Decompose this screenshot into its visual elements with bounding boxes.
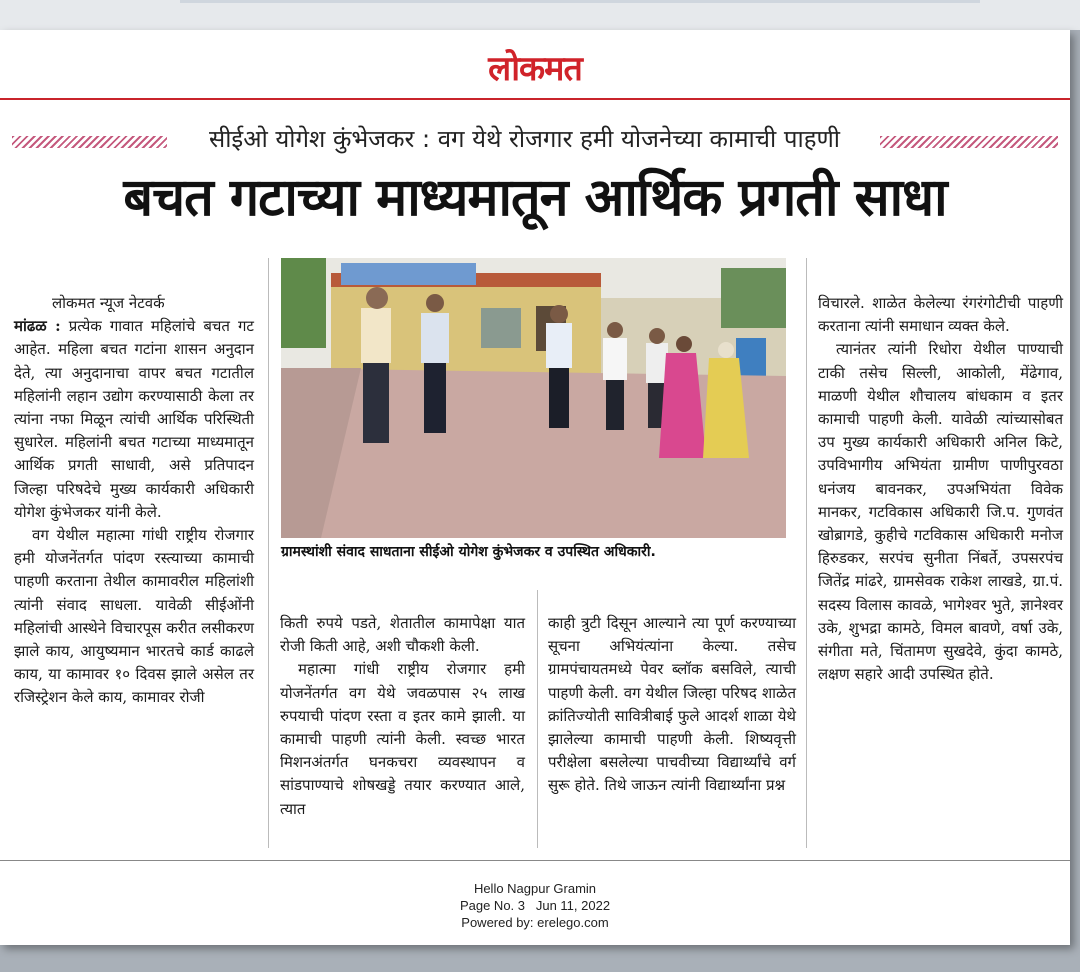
headline: बचत गटाच्या माध्यमातून आर्थिक प्रगती साधा <box>123 168 947 228</box>
footer-powered-by: Powered by: erelego.com <box>461 915 609 930</box>
footer-rule <box>0 860 1070 861</box>
article-paragraph: काही त्रुटी दिसून आल्याने त्या पूर्ण करण्याच्या सूचना अभियंत्यांना केल्या. तसेच ग्रामपंचायतमध्ये पेवर ब्लॉक बसविले, त्याची पाहणी केली. वग येथील जिल्हा परिषद शाळेत क्रांतिज्योती सावित्रीबाई फुले आदर्श शाळा येथे झालेल्या कामाची पाहणी केली. शिष्यवृत्ती परीक्षेला बसलेल्या पाचवीच्या विद्यार्थ्यांचे वर्ग सुरू होते. तिथे जाऊन त्यांनी विद्यार्थ्यांना प्रश्न <box>548 614 796 795</box>
masthead-logo: लोकमत <box>488 49 582 89</box>
footer-page-date: Page No. 3 Jun 11, 2022 <box>459 898 611 913</box>
article-column-1 <box>14 292 254 710</box>
article-paragraph: किती रुपये पडते, शेतातील कामापेक्षा यात रोजी किती आहे, अशी चौकशी केली. <box>280 614 525 656</box>
newspaper-page <box>0 30 1070 945</box>
article-column-4 <box>818 292 1063 686</box>
column-rule <box>268 258 269 848</box>
article-paragraph: वग येथील महात्मा गांधी राष्ट्रीय रोजगार हमी योजनेंतर्गत पांदण रस्त्याच्या कामाची पाहणी करताना तेथील कामावरील महिलांशी त्यांनी संवाद साधला. यावेळी सीईओंनी महिलांची आस्थेने विचारपूस करीत लसीकरण झाले काय, आयुष्यमान भारतचे कार्ड काढले काय, या कामावर १० दिवस झाले असेल तर रजिस्ट्रेशन केले काय, कामावर रोजी <box>14 526 254 707</box>
article-paragraph: महात्मा गांधी राष्ट्रीय रोजगार हमी योजनेंतर्गत वग येथे जवळपास २५ लाख रुपयाची पांदण रस्ता व इतर कामे झाली. या कामाची पाहणी त्यांनी केली. स्वच्छ भारत मिशनअंतर्गत घनकचरा व्यवस्थापन व सांडपाण्याचे शोषखड्डे तयार करण्यात आले, त्यात <box>280 660 525 818</box>
column-rule <box>537 590 538 848</box>
paragraph-text: प्रत्येक गावात महिलांचे बचत गट आहेत. महिला बचत गटांना शासन अनुदान देते, त्या अनुदानाचा वापर बचत गटातील महिलांनी लहान उद्योग करण्यासाठी केला तर त्यांना नफा मिळून त्यांची आर्थिक परिस्थिती सुधारेल. महिलांनी बचत गटाच्या माध्यमातून आर्थिक प्रगती साधावी, असे प्रतिपादन जिल्हा परिषदेचे मुख्य कार्यकारी अधिकारी योगेश कुंभेजकर यांनी केले. <box>14 317 254 521</box>
byline: लोकमत न्यूज नेटवर्क <box>52 294 165 312</box>
article-paragraph <box>14 315 254 524</box>
news-photo <box>281 258 786 538</box>
article-column-2 <box>280 612 525 821</box>
article-column-3 <box>548 612 796 798</box>
kicker-hatch-right <box>880 136 1058 148</box>
footer-publication: Hello Nagpur Gramin <box>473 881 597 896</box>
article-paragraph: त्यानंतर त्यांनी रिधोरा येथील पाण्याची टाकी तसेच सिल्ली, आकोली, मेंढेगाव, माळणी येथील शौचालय बांधकाम व इतर कामाची पाहणी केली. यावेळी त्यांच्यासोबत उप मुख्य कार्यकारी अधिकारी अनिल किटे, उपविभागीय अभियंता ग्रामीण पाणीपुरवठा धनंजय बावनकर, उपअभियंता विवेक मानकर, गटविकास अधिकारी जि.प. गुणवंत खोब्रागडे, कुहीचे गटविकास अधिकारी मनोज हिरुडकर, सरपंच सुनीता निंबर्ते, उपसरपंच जितेंद्र मांढरे, ग्रामसेवक राकेश लाखडे, ग्रा.पं. सदस्य विलास कावळे, भागेश्वर भुते, ज्ञानेश्वर उके, शुभद्रा कामठे, विमल बावणे, वर्षा उके, संगीता मते, चिंतामण सुखदेवे, कुंदा कामठे, लक्षण सहारे आदी उपस्थित होते. <box>818 340 1063 684</box>
top-strip <box>0 0 1080 30</box>
page-footer <box>0 880 1070 931</box>
kicker-hatch-left <box>12 136 167 148</box>
dateline: मांढळ : <box>14 317 61 336</box>
kicker: सीईओ योगेश कुंभेजकर : वग येथे रोजगार हमी योजनेच्या कामाची पाहणी <box>208 125 841 153</box>
photo-illustration <box>281 258 786 538</box>
top-strip-bar <box>180 0 980 3</box>
column-rule <box>806 258 807 848</box>
photo-caption: ग्रामस्थांशी संवाद साधताना सीईओ योगेश कुंभेजकर व उपस्थित अधिकारी. <box>281 544 656 560</box>
article-paragraph: विचारले. शाळेत केलेल्या रंगरंगोटीची पाहणी करताना त्यांनी समाधान व्यक्त केले. <box>818 294 1063 336</box>
masthead-rule <box>0 98 1070 100</box>
